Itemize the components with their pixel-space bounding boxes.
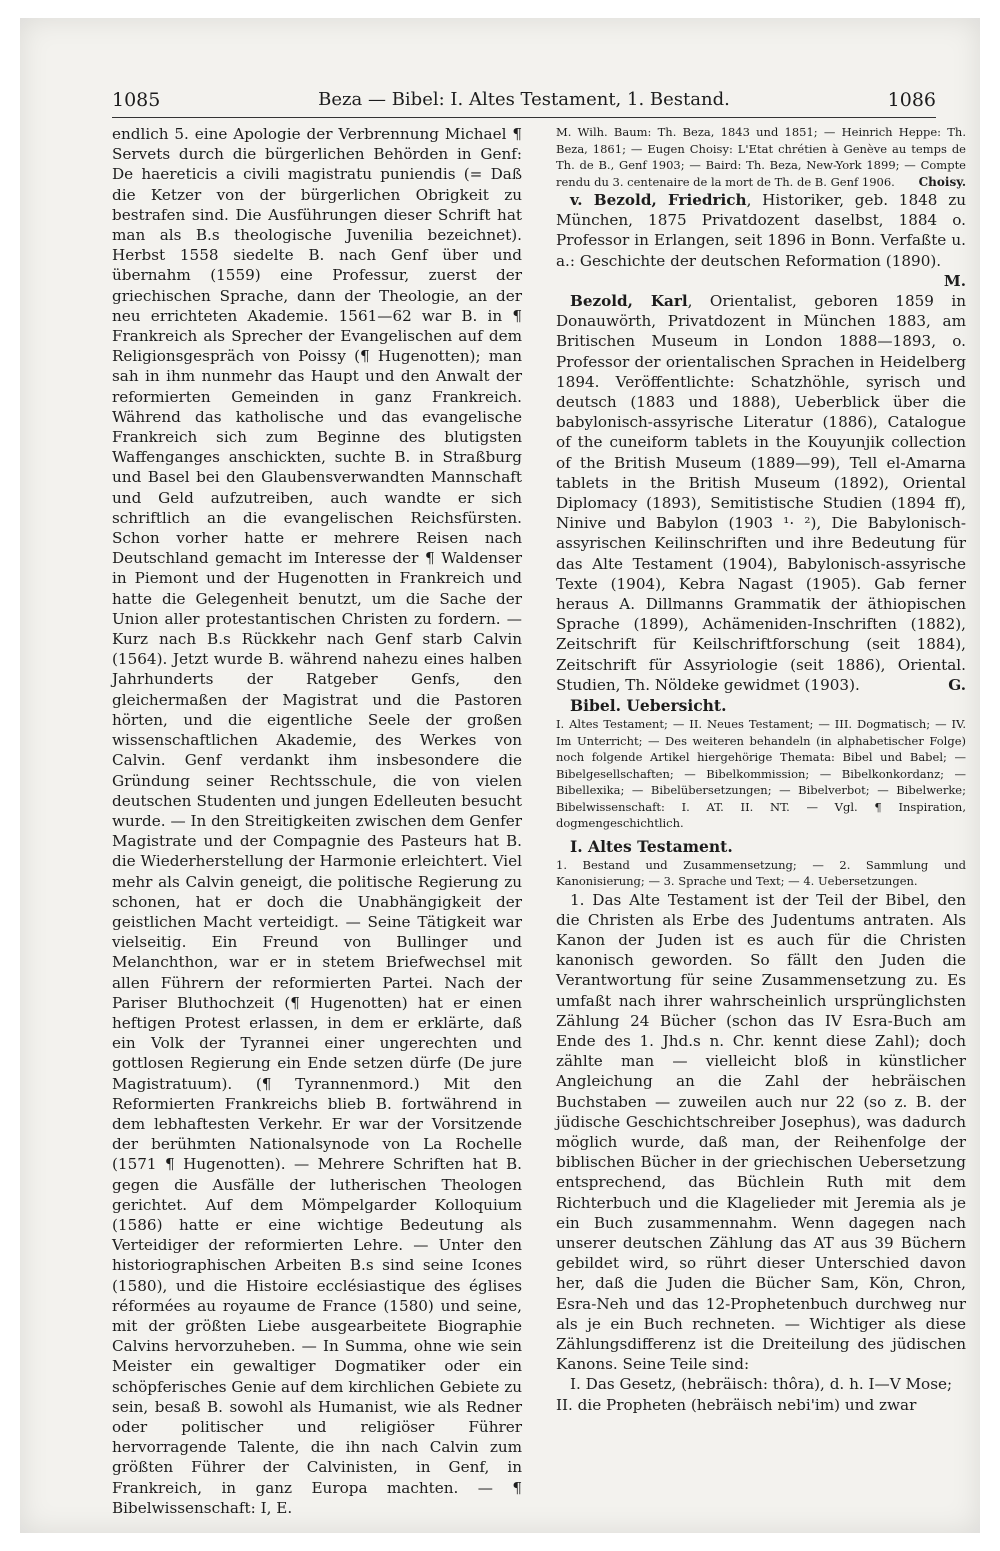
- entry-text-bezold-friedrich: , Historiker, geb. 1848 zu München, 1875 Privatdozent daselbst, 1884 o. Professor in Erlangen, seit 1896 in Bonn. Verfaßte u. a.: Geschichte der deutschen Reformation (1890).: [556, 191, 966, 270]
- running-title: Beza — Bibel: I. Altes Testament, 1. Bestand.: [318, 89, 730, 110]
- entry-name-bezold-karl: Bezold, Karl: [570, 292, 688, 311]
- signature-g: G.: [948, 675, 966, 694]
- page-number-right: 1086: [887, 89, 936, 111]
- header-rule: [112, 117, 936, 118]
- altes-testament-text: 1. Das Alte Testament ist der Teil der Bibel, den die Christen als Erbe des Judentums antraten. Als Kanon der Juden ist es auch für die Christen kanonisch geworden. So fällt den Juden die Verantwortung für seine Zusammensetzung zu. Es umfaßt nach ihrer wahrscheinlich ursprünglichsten Zählung 24 Bücher (schon das IV Esra-Buch am Ende des 1. Jhd.s n. Chr. kennt diese Zahl); doch zählte man — vielleicht bloß in künstlicher Angleichung an die Zahl der hebräischen Buchstaben — zuweilen auch nur 22 (so z. B. der jüdische Geschichtschreiber Josephus), was dadurch möglich wurde, daß man, der Reihenfolge der biblischen Bücher in der griechischen Uebersetzung entsprechend, das Büchlein Ruth mit dem Richterbuch und die Klagelieder mit Jeremia als je ein Buch zusammennahm. Wenn dagegen nach unserer deutschen Zählung das AT aus 39 Büchern gebildet wird, so rührt dieser Unterschied davon her, daß die Juden die Bücher Sam, Kön, Chron, Esra-Neh und das 12-Prophetenbuch durchweg nur als je ein Buch rechneten. — Wichtiger als diese Zählungsdifferenz ist die Dreiteilung des jüdischen Kanons. Seine Teile sind:: [556, 890, 966, 1374]
- kanon-part-2: II. die Propheten (hebräisch nebi'im) und zwar: [556, 1395, 917, 1414]
- beza-article-text: endlich 5. eine Apologie der Verbrennung Michael ¶ Servets durch die bürgerlichen Behörden in Genf: De haereticis a civili magistratu puniendis (= Daß die Ketzer von der bürgerlichen Obrigkeit zu bestrafen sind. Die Ausführungen dieser Schrift hat man als B.s theologische Juvenilia bezeichnet). Herbst 1558 siedelte B. nach Genf über und übernahm (1559) eine Professur, zuerst der griechischen Sprache, dann der Theologie, an der neu errichteten Akademie. 1561—62 war B. in ¶ Frankreich als Sprecher der Evangelischen auf dem Religionsgespräch von Poissy (¶ Hugenotten); man sah in ihm nunmehr das Haupt und den Anwalt der reformierten Gemeinden in ganz Frankreich. Während das katholische und das evangelische Frankreich sich zum Beginne des blutigsten Waffenganges anschickten, suchte B. in Straßburg und Basel bei den Glaubensverwandten Mannschaft und Geld aufzutreiben, auch wandte er sich schriftlich an die evangelischen Reichsfürsten. Schon vorher hatte er mehrere Reisen nach Deutschland gemacht im Interesse der ¶ Waldenser in Piemont und der Hugenotten in Frankreich und hatte die Gelegenheit benutzt, um die Sache der Union aller protestantischen Christen zu fordern. — Kurz nach B.s Rückkehr nach Genf starb Calvin (1564). Jetzt wurde B. während nahezu eines halben Jahrhunderts der Ratgeber Genfs, den gleichermaßen der Magistrat und die Pastoren hörten, und die eigentliche Seele der großen wissenschaftlichen Akademie, des Werkes von Calvin. Genf verdankt ihm insbesondere die Gründung seiner Rechtsschule, die von vielen deutschen Studenten und jungen Edelleuten besucht wurde. — In den Streitigkeiten zwischen dem Genfer Magistrate und der Compagnie des Pasteurs hat B. die Wiederherstellung der Harmonie erleichtert. Viel mehr als Calvin geneigt, die politische Regierung zu schonen, hat er doch die Unabhängigkeit der geistlichen Macht verteidigt. — Seine Tätigkeit war vielseitig. Ein Freund von Bullinger und Melanchthon, war er in stetem Briefwechsel mit allen Führern der reformierten Partei. Nach der Pariser Bluthochzeit (¶ Hugenotten) hat er einen heftigen Protest erlassen, in dem er erklärte, daß ein Volk der Tyrannei einer ungerechten und gottlosen Regierung ein Ende setzen dürfe (De jure Magistratuum). (¶ Tyrannenmord.) Mit den Reformierten Frankreichs blieb B. fortwährend in dem lebhaftesten Verkehr. Er war der Vorsitzende der berühmten Nationalsynode von La Rochelle (1571 ¶ Hugenotten). — Mehrere Schriften hat B. gegen die Ausfälle der lutherischen Theologen gerichtet. Auf dem Mömpelgarder Kolloquium (1586) hatte er eine wichtige Bedeutung als Verteidiger der reformierten Lehre. — Unter den historiographischen Arbeiten B.s sind seine Icones (1580), und die Histoire ecclésiastique des églises réformées au royaume de France (1580) und seine, mit der größten Liebe ausgearbeitete Biographie Calvins hervorzuheben. — In Summa, ohne wie sein Meister ein gewaltiger Dogmatiker oder ein schöpferisches Genie auf dem kirchlichen Gebiete zu sein, besaß B. sowohl als Humanist, wie als Redner oder politischer und religiöser Führer hervorragende Talente, die ihn nach Calvin zum größten Führer der Calvinisten, in Genf, in Frankreich, in ganz Europa machten. — ¶ Bibelwissenschaft: I, E.: [112, 125, 522, 1517]
- page-header: [112, 86, 936, 114]
- left-column: [112, 124, 522, 1517]
- altes-testament-heading: I. Altes Testament.: [570, 836, 733, 856]
- beza-literature: [556, 124, 966, 190]
- altes-testament-toc: 1. Bestand und Zusammensetzung; — 2. Sammlung und Kanonisierung; — 3. Sprache und Text; — 4. Uebersetzungen.: [556, 857, 966, 889]
- entry-bezold-karl: [556, 291, 966, 695]
- kanon-part-1: I. Das Gesetz, (hebräisch: thôra), d. h. I—V Mose;: [570, 1375, 953, 1394]
- page-number-left: 1085: [112, 89, 161, 111]
- bibel-overview: I. Altes Testament; — II. Neues Testament; — III. Dogmatisch; — IV. Im Unterricht; — Des weiteren behandeln (in alphabetischer Folge) noch folgende Artikel hiergehörige Themata: Bibel und Babel; — Bibelgesellschaften; — Bibelkommission; — Bibelkonkordanz; — Bibellexika; — Bibelübersetzungen; — Bibelverbot; — Bibelwerke; Bibelwissenschaft: I. AT. II. NT. — Vgl. ¶ Inspiration, dogmengeschichtlich.: [556, 717, 966, 831]
- bibel-heading: Bibel. Uebersicht.: [570, 696, 727, 716]
- entry-name-bezold-friedrich: v. Bezold, Friedrich: [570, 191, 747, 209]
- right-column: [556, 124, 966, 1494]
- entry-bezold-friedrich: [556, 190, 966, 290]
- beza-literature-text: M. Wilh. Baum: Th. Beza, 1843 und 1851; — Heinrich Heppe: Th. Beza, 1861; — Eugen Choisy: L'Etat chrétien à Genève au temps de Th. de B., Genf 1903; — Baird: Th. Beza, New-York 1899; — Compte rendu du 3. centenaire de la mort de Th. de B. Genf 1906.: [556, 125, 966, 189]
- signature-m: M.: [943, 271, 966, 290]
- signature-choisy: Choisy.: [918, 174, 966, 189]
- entry-text-bezold-karl: , Orientalist, geboren 1859 in Donauwörth, Privatdozent in München 1883, am Britischen Museum in London 1888—1893, o. Professor der orientalischen Sprachen in Heidelberg 1894. Veröffentlichte: Schatzhöhle, syrisch und deutsch (1883 und 1888), Ueberblick über die babylonisch-assyrische Literatur (1886), Catalogue of the cuneiform tablets in the Kouyunjik collection of the British Museum (1889—99), Tell el-Amarna tablets in the British Museum (1892), Oriental Diplomacy (1893), Semitistische Studien (1894 ff), Ninive und Babylon (1903 ¹· ²), Die Babylonisch-assyrischen Keilinschriften und ihre Bedeutung für das Alte Testament (1904), Babylonisch-assyrische Texte (1904), Kebra Nagast (1905). Gab ferner heraus A. Dillmanns Grammatik der äthiopischen Sprache (1899), Achämeniden-Inschriften (1882), Zeitschrift für Keilschriftforschung (seit 1884), Zeitschrift für Assyriologie (seit 1886), Oriental. Studien, Th. Nöldeke gewidmet (1903).: [556, 292, 967, 694]
